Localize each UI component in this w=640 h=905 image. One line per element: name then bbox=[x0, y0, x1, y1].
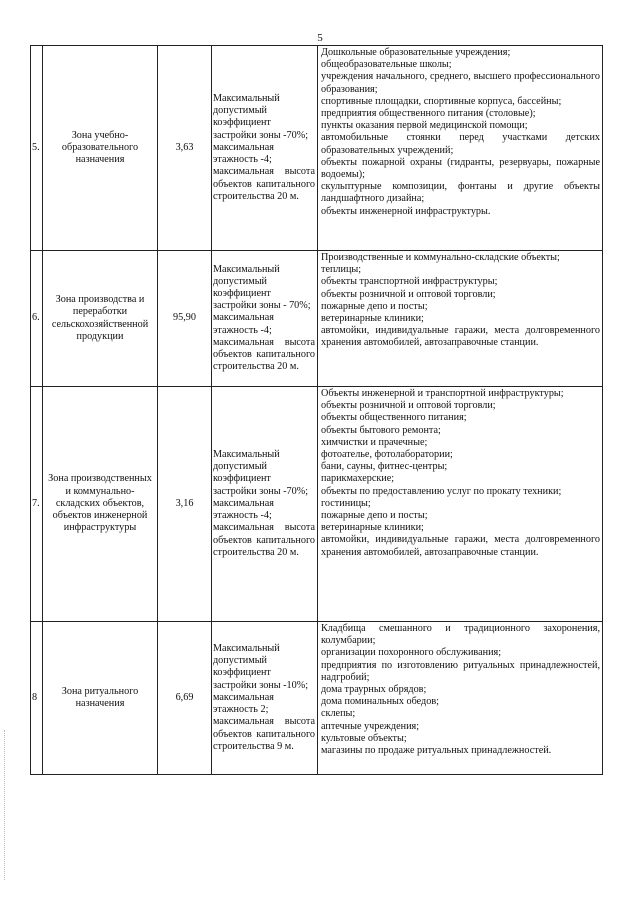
object-item: теплицы; bbox=[321, 264, 362, 276]
object-item: автомойки, индивидуальные гаражи, места долговременного хранения автомобилей, автозаправочные станции. bbox=[321, 534, 600, 558]
param-line: Максимальный допустимый коэффициент застройки зоны -70%; bbox=[213, 449, 309, 497]
param-line: максимальная этажность -4; bbox=[213, 141, 274, 166]
object-item: склепы; bbox=[321, 708, 356, 720]
object-item: объекты бытового ремонта; bbox=[321, 424, 441, 436]
table-row bbox=[31, 622, 603, 775]
object-item: Дошкольные образовательные учреждения; bbox=[321, 47, 511, 58]
param-line: максимальная высота объектов капитального строительства 20 м. bbox=[213, 336, 315, 373]
object-item: объекты розничной и оптовой торговли; bbox=[321, 400, 496, 412]
object-item: автомобильные стоянки перед участками детских образовательных учреждений; bbox=[321, 132, 600, 156]
zone-parameters bbox=[212, 622, 318, 775]
param-line: Максимальный допустимый коэффициент застройки зоны -10%; bbox=[213, 643, 309, 691]
zone-parameters bbox=[212, 387, 318, 622]
object-item: химчистки и прачечные; bbox=[321, 436, 428, 448]
table-row bbox=[31, 46, 603, 251]
object-item: аптечные учреждения; bbox=[321, 720, 420, 732]
zone-objects bbox=[318, 622, 603, 775]
object-item: спортивные площадки, спортивные корпуса, бассейны; bbox=[321, 95, 562, 107]
row-number: 7. bbox=[31, 387, 43, 622]
row-number: 8 bbox=[31, 622, 43, 775]
param-line: Максимальный допустимый коэффициент застройки зоны - 70%; bbox=[213, 263, 311, 312]
object-item: пожарные депо и посты; bbox=[321, 510, 428, 522]
object-item: ветеринарные клиники; bbox=[321, 522, 424, 534]
param-line: максимальная этажность 2; bbox=[213, 691, 274, 716]
zone-parameters bbox=[212, 46, 318, 251]
param-line: максимальная высота объектов капитального строительства 9 м. bbox=[213, 716, 315, 752]
object-item: автомойки, индивидуальные гаражи, места долговременного хранения автомобилей, автозаправочные станции. bbox=[321, 325, 600, 349]
object-item: объекты общественного питания; bbox=[321, 412, 467, 424]
scan-margin-line bbox=[4, 730, 6, 880]
object-item: пункты оказания первой медицинской помощи; bbox=[321, 120, 528, 132]
object-item: Производственные и коммунально-складские объекты; bbox=[321, 252, 560, 263]
object-item: магазины по продаже ритуальных принадлежностей. bbox=[321, 745, 552, 757]
zone-objects bbox=[318, 387, 603, 622]
object-item: гостиницы; bbox=[321, 497, 371, 509]
param-line: максимальная этажность -4; bbox=[213, 312, 274, 336]
object-item: организации похоронного обслуживания; bbox=[321, 647, 502, 659]
param-line: максимальная высота объектов капитального строительства 20 м. bbox=[213, 166, 315, 202]
param-line: максимальная этажность -4; bbox=[213, 497, 274, 522]
object-item: Объекты инженерной и транспортной инфраструктуры; bbox=[321, 388, 564, 399]
object-item: предприятия по изготовлению ритуальных принадлежностей, надгробий; bbox=[321, 659, 600, 683]
zone-objects bbox=[318, 46, 603, 251]
zone-name: Зона учебно-образовательного назначения bbox=[43, 46, 158, 251]
param-line: Максимальный допустимый коэффициент застройки зоны -70%; bbox=[213, 93, 309, 141]
object-item: дома траурных обрядов; bbox=[321, 684, 427, 696]
object-item: объекты транспортной инфраструктуры; bbox=[321, 276, 498, 288]
object-item: дома поминальных обедов; bbox=[321, 696, 439, 708]
object-item: пожарные депо и посты; bbox=[321, 300, 428, 312]
zone-name: Зона ритуального назначения bbox=[43, 622, 158, 775]
object-item: объекты по предоставлению услуг по прокату техники; bbox=[321, 485, 562, 497]
object-item: предприятия общественного питания (столовые); bbox=[321, 108, 536, 120]
object-item: фотоателье, фотолаборатории; bbox=[321, 449, 453, 461]
zone-area: 95,90 bbox=[158, 251, 212, 387]
zone-name: Зона производства и переработки сельскохозяйственной продукции bbox=[43, 251, 158, 387]
zone-objects bbox=[318, 251, 603, 387]
table-row bbox=[31, 251, 603, 387]
object-item: объекты пожарной охраны (гидранты, резервуары, пожарные водоемы); bbox=[321, 156, 600, 181]
zone-area: 3,16 bbox=[158, 387, 212, 622]
table-row bbox=[31, 387, 603, 622]
zone-name: Зона производственных и коммунально-складских объектов, объектов инженерной инфраструктуры bbox=[43, 387, 158, 622]
zones-table bbox=[30, 45, 603, 775]
object-item: парикмахерские; bbox=[321, 473, 395, 485]
object-item: скульптурные композиции, фонтаны и другие объекты ландшафтного дизайна; bbox=[321, 181, 600, 205]
object-item: культовые объекты; bbox=[321, 732, 407, 744]
zone-parameters bbox=[212, 251, 318, 387]
param-line: максимальная высота объектов капитального строительства 20 м. bbox=[213, 522, 315, 558]
object-item: учреждения начального, среднего, высшего профессионального образования; bbox=[321, 71, 600, 95]
object-item: Кладбища смешанного и традиционного захоронения, колумбарии; bbox=[321, 623, 600, 647]
row-number: 6. bbox=[31, 251, 43, 387]
object-item: объекты розничной и оптовой торговли; bbox=[321, 288, 496, 300]
object-item: общеобразовательные школы; bbox=[321, 59, 452, 71]
zone-area: 3,63 bbox=[158, 46, 212, 251]
object-item: ветеринарные клиники; bbox=[321, 313, 424, 325]
page-number: 5 bbox=[317, 32, 323, 44]
object-item: объекты инженерной инфраструктуры. bbox=[321, 205, 491, 217]
zone-area: 6,69 bbox=[158, 622, 212, 775]
row-number: 5. bbox=[31, 46, 43, 251]
object-item: бани, сауны, фитнес-центры; bbox=[321, 461, 448, 473]
